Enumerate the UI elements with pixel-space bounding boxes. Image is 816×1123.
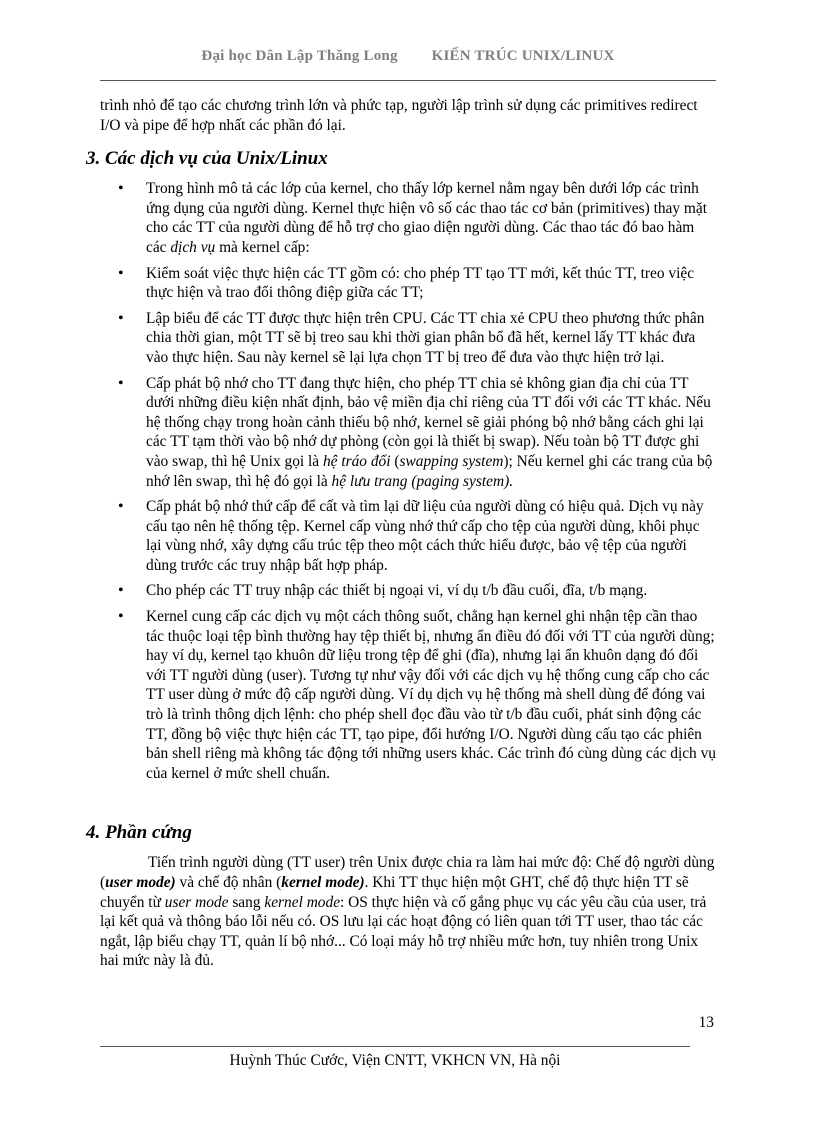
- bullet-item: • Lập biểu để các TT được thực hiện trên CPU. Các TT chia xẻ CPU theo phương thức phân chia thời gian, một TT sẽ bị treo sau khi thời gian phân bổ đã hết, kernel lấy TT khác đưa vào thực hiện. Sau này kernel sẽ lại lựa chọn TT bị treo để đưa vào thực hiện trở lại.: [100, 309, 716, 368]
- bullet-item: • Trong hình mô tả các lớp của kernel, cho thấy lớp kernel nằm ngay bên dưới lớp các trình ứng dụng của người dùng. Kernel thực hiện vô số các thao tác cơ bản (primitives) thay mặt cho các TT của người dùng để hỗ trợ cho giao diện người dùng. Các thao tác đó bao hàm các dịch vụ mà kernel cấp:: [100, 179, 716, 257]
- header-university: Đại học Dân Lập Thăng Long: [201, 48, 398, 64]
- intro-paragraph: trình nhỏ để tạo các chương trình lớn và phức tạp, người lập trình sử dụng các primitives redirect I/O và pipe để hợp nhất các phần đó lại.: [100, 97, 698, 134]
- header-rule: [100, 80, 716, 81]
- header-course-title: KIẾN TRÚC UNIX/LINUX: [431, 48, 615, 64]
- section-3-bullet-list: [100, 179, 716, 783]
- page-number: 13: [698, 1014, 714, 1031]
- page-footer: Huỳnh Thúc Cước, Viện CNTT, VKHCN VN, Hà nội: [229, 1052, 561, 1069]
- bullet-item: • Cấp phát bộ nhớ thứ cấp để cất và tìm lại dữ liệu của người dùng có hiệu quả. Dịch vụ này cấu tạo nên hệ thống tệp. Kernel cấp vùng nhớ thứ cấp cho tệp của người dùng, khôi phục lại vùng nhớ, xây dựng cấu trúc tệp theo một cách thức hiểu được, bảo vệ tệp của người dùng trước các truy nhập bất hợp pháp.: [100, 497, 716, 575]
- section-4-heading: 4. Phần cứng: [86, 822, 192, 844]
- bullet-item: • Kiểm soát việc thực hiện các TT gồm có: cho phép TT tạo TT mới, kết thúc TT, treo việc thực hiện và trao đổi thông điệp giữa các TT;: [100, 264, 716, 303]
- bullet-item: • Cho phép các TT truy nhập các thiết bị ngoại vi, ví dụ t/b đầu cuối, đĩa, t/b mạng.: [100, 581, 716, 601]
- bullet-item: • Cấp phát bộ nhớ cho TT đang thực hiện, cho phép TT chia sẻ không gian địa chỉ của TT dưới những điều kiện nhất định, bảo vệ miền địa chỉ riêng của TT đối với các TT khác. Nếu hệ thống chạy trong hoàn cảnh thiếu bộ nhớ, kernel sẽ giải phóng bộ nhớ bằng cách ghi lại các TT tạm thời vào bộ nhớ dự phòng (còn gọi là thiết bị swap). Nếu toàn bộ TT được ghi vào swap, thì hệ Unix gọi là hệ tráo đổi (swapping system); Nếu kernel ghi các trang của bộ nhớ lên swap, thì hệ đó gọi là hệ lưu trang (paging system).: [100, 374, 716, 492]
- section-4-paragraph: Tiến trình người dùng (TT user) trên Unix được chia ra làm hai mức độ: Chế độ người dùng (user mode) và chế độ nhân (kernel mode). Khi TT thục hiện một GHT, chế độ thực hiện TT sẽ chuyển từ user mode sang kernel mode: OS thực hiện và cố gắng phục vụ các yêu cầu của user, trả lại kết quả và thông báo lỗi nếu có. OS lưu lại các hoạt động có liên quan tới TT user, thao tác các ngắt, lập biểu chạy TT, quản lí bộ nhớ... Có loại máy hỗ trợ nhiều mức hơn, tuy nhiên trong Unix hai mức này là đủ.: [100, 854, 715, 970]
- footer-rule: [100, 1046, 690, 1047]
- page-body: [86, 96, 716, 971]
- page-header: [100, 48, 716, 65]
- section-3-heading: 3. Các dịch vụ của Unix/Linux: [86, 148, 328, 170]
- bullet-item: • Kernel cung cấp các dịch vụ một cách thông suốt, chẳng hạn kernel ghi nhận tệp cần thao tác thuộc loại tệp bình thường hay tệp thiết bị, nhưng ẩn điều đó đối với TT của người dùng; hay ví dụ, kernel tạo khuôn dữ liệu trong tệp để ghi (đĩa), nhưng lại ẩn khuôn dạng đó đối với TT người dùng (user). Tương tự như vậy đối với các dịch vụ hệ thống cung cấp cho các TT user dùng ở mức độ cấp người dùng. Ví dụ dịch vụ hệ thống mà shell dùng để đóng vai trò là trình thông dịch lệnh: cho phép shell đọc đầu vào từ t/b đầu cuối, phát sinh động các TT, đồng bộ việc thực hiện các TT, tạo pipe, đổi hướng I/O. Người dùng cấu tạo các phiên bản shell riêng mà không tác động tới những users khác. Các trình đó cùng dùng các dịch vụ của kernel ở mức shell chuẩn.: [100, 607, 716, 783]
